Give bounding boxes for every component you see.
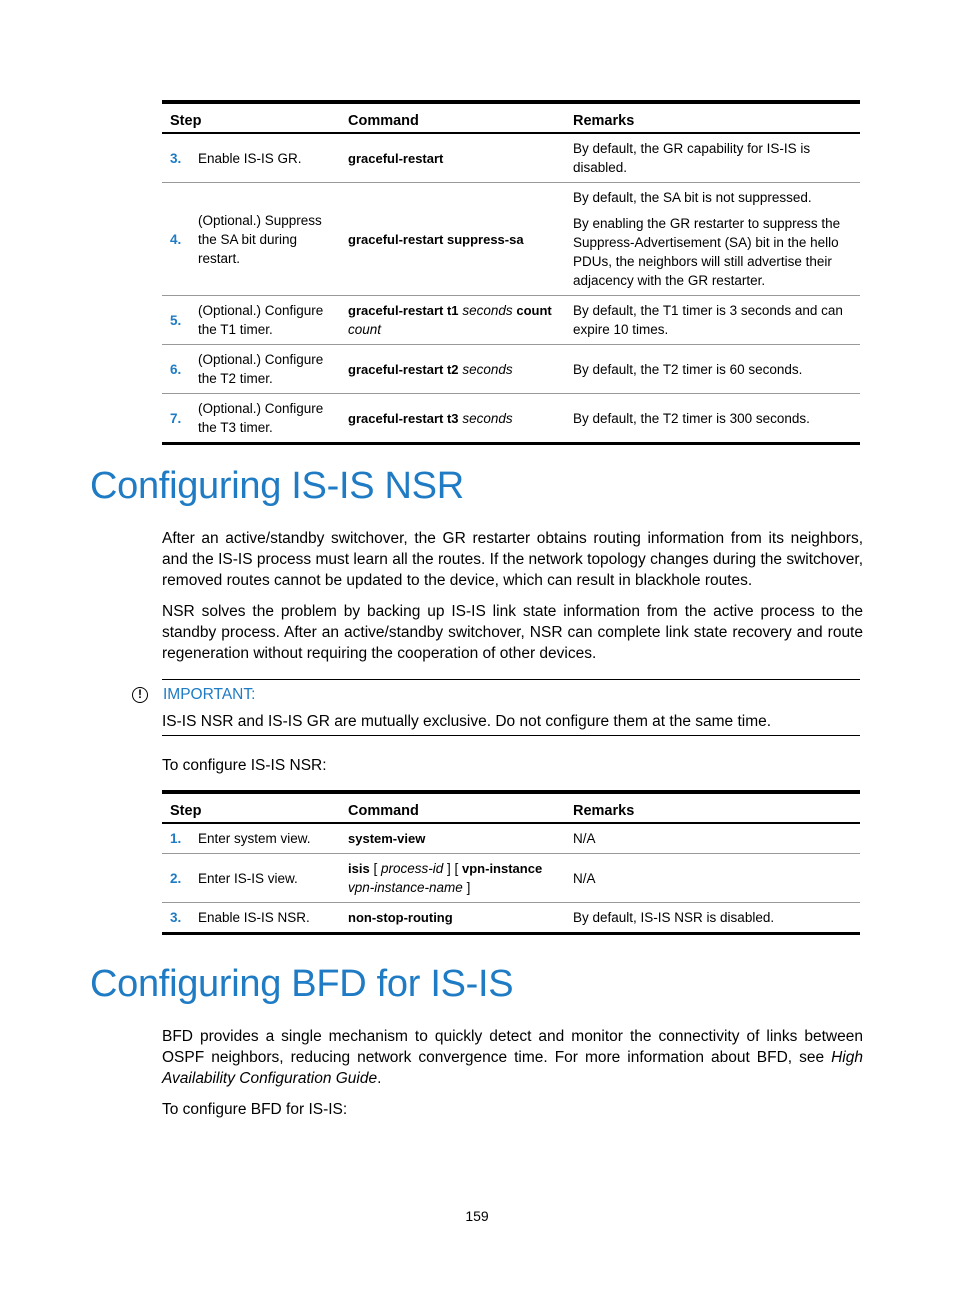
step-description: (Optional.) Configure the T2 timer. <box>190 345 340 394</box>
note-top-rule <box>162 679 860 680</box>
table-row <box>162 903 860 934</box>
table-row <box>162 823 860 854</box>
step-description: Enter IS-IS view. <box>190 854 340 903</box>
command-argument: seconds <box>462 303 513 318</box>
step-remarks <box>565 296 860 345</box>
command-keyword: graceful-restart t3 <box>348 410 459 426</box>
step-command <box>340 823 565 854</box>
step-number: 1. <box>162 823 190 854</box>
step-remarks: N/A <box>565 854 860 903</box>
bfd-lead: To configure BFD for IS-IS: <box>162 1101 348 1118</box>
bfd-paragraph-1 <box>162 1026 863 1089</box>
step-number: 3. <box>162 903 190 934</box>
table-row <box>162 296 860 345</box>
step-number: 6. <box>162 345 190 394</box>
command-argument: process-id <box>380 861 444 876</box>
nsr-paragraph-2: NSR solves the problem by backing up IS-IS link state information from the active process to the standby process. After an active/standby switchover, NSR can complete link state recovery and route regeneration without requiring the cooperation of other devices. <box>162 603 863 662</box>
step-command <box>340 345 565 394</box>
remark-text: By default, the T1 timer is 3 seconds and can expire 10 times. <box>573 303 843 337</box>
step-command <box>340 296 565 345</box>
header-step: Step <box>162 792 340 823</box>
step-description: Enter system view. <box>190 823 340 854</box>
command-keyword: count <box>516 303 552 318</box>
header-remarks: Remarks <box>565 102 860 133</box>
guide-reference: High Availability Configuration Guide <box>162 1049 863 1087</box>
command-argument: seconds <box>462 410 513 426</box>
command-bracket: ] <box>462 880 471 895</box>
command-bracket: [ <box>369 861 381 876</box>
step-command <box>340 854 565 903</box>
header-remarks: Remarks <box>565 792 860 823</box>
step-description: Enable IS-IS GR. <box>190 133 340 183</box>
step-number: 7. <box>162 394 190 444</box>
step-remarks: N/A <box>565 823 860 854</box>
table-row <box>162 394 860 444</box>
command-argument: seconds <box>462 361 513 377</box>
command-argument: vpn-instance-name <box>348 880 463 895</box>
command-keyword: graceful-restart t2 <box>348 361 459 377</box>
table-row <box>162 133 860 183</box>
command-keyword: graceful-restart suppress-sa <box>348 231 524 247</box>
step-description: (Optional.) Configure the T3 timer. <box>190 394 340 444</box>
header-command: Command <box>340 792 565 823</box>
remark-text: By default, the SA bit is not suppressed. <box>573 190 812 205</box>
step-description: Enable IS-IS NSR. <box>190 903 340 934</box>
step-command <box>340 133 565 183</box>
header-command: Command <box>340 102 565 133</box>
important-note <box>130 679 860 736</box>
note-bottom-rule <box>162 735 860 736</box>
step-remarks <box>565 345 860 394</box>
exclamation-circle-icon: ! <box>132 687 148 703</box>
table-row <box>162 345 860 394</box>
step-command <box>340 183 565 296</box>
table-row <box>162 183 860 296</box>
remark-text: By default, the T2 timer is 60 seconds. <box>573 361 803 377</box>
nsr-lead: To configure IS-IS NSR: <box>162 757 327 774</box>
step-number: 2. <box>162 854 190 903</box>
remark-text: By default, the T2 timer is 300 seconds. <box>573 410 810 426</box>
command-bracket: ] [ <box>443 861 462 876</box>
step-command <box>340 903 565 934</box>
step-number: 3. <box>162 133 190 183</box>
section-title-bfd: Configuring BFD for IS-IS <box>90 963 514 1005</box>
table-header-row <box>162 102 860 133</box>
step-remarks <box>565 183 860 296</box>
important-text: IS-IS NSR and IS-IS GR are mutually exclusive. Do not configure them at the same time. <box>162 713 772 730</box>
bfd-text-end: . <box>377 1070 382 1087</box>
command-keyword: isis <box>348 861 370 876</box>
step-number: 4. <box>162 183 190 296</box>
step-remarks: By default, IS-IS NSR is disabled. <box>565 903 860 934</box>
remark-text: By enabling the GR restarter to suppress the Suppress-Advertisement (SA) bit in the hello PDUs, the neighbors will still advertise their adjacency with the GR restarter. <box>573 216 841 288</box>
table-header-row <box>162 792 860 823</box>
step-description: (Optional.) Suppress the SA bit during restart. <box>190 183 340 296</box>
step-number: 5. <box>162 296 190 345</box>
header-step: Step <box>162 102 340 133</box>
command-argument: count <box>348 322 382 337</box>
remark-text: By default, the GR capability for IS-IS is disabled. <box>573 141 811 175</box>
step-description: (Optional.) Configure the T1 timer. <box>190 296 340 345</box>
section-title-nsr: Configuring IS-IS NSR <box>90 465 464 507</box>
page-number: 159 <box>465 1208 489 1224</box>
command-keyword: system-view <box>348 831 426 846</box>
bfd-text: BFD provides a single mechanism to quickly detect and monitor the connectivity of links between OSPF neighbors, reducing network convergence time. For more information about BFD, see <box>162 1028 863 1066</box>
step-remarks <box>565 394 860 444</box>
gr-steps-table <box>162 100 860 445</box>
nsr-paragraph-1: After an active/standby switchover, the GR restarter obtains routing information from its neighbors, and the IS-IS process must learn all the routes. If the network topology changes during the switchover, removed routes cannot be updated to the device, which can result in blackhole routes. <box>162 530 863 589</box>
step-command <box>340 394 565 444</box>
command-keyword: graceful-restart t1 <box>348 303 459 318</box>
command-keyword: graceful-restart <box>348 150 444 166</box>
step-remarks <box>565 133 860 183</box>
nsr-steps-table <box>162 790 860 935</box>
command-keyword: vpn-instance <box>462 861 543 876</box>
command-keyword: non-stop-routing <box>348 910 453 925</box>
important-label: IMPORTANT: <box>163 686 256 703</box>
table-row <box>162 854 860 903</box>
